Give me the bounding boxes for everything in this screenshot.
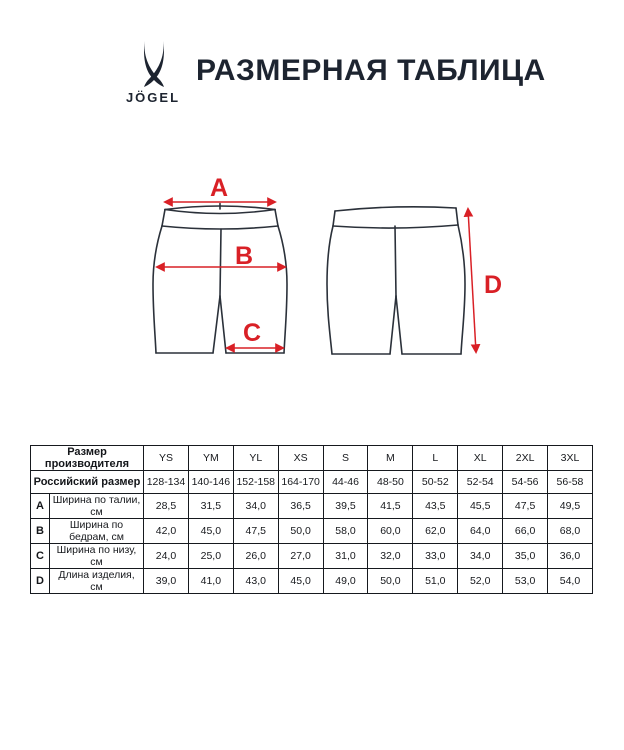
front-waistband-right-side xyxy=(275,210,278,227)
value-cell: 26,0 xyxy=(233,543,278,568)
value-cell: 33,0 xyxy=(413,543,458,568)
size-col-header: 3XL xyxy=(548,446,593,471)
value-cell: 42,0 xyxy=(144,518,189,543)
size-col-header: 2XL xyxy=(503,446,548,471)
size-col-header: M xyxy=(368,446,413,471)
manufacturer-size-row xyxy=(31,446,593,471)
value-cell: 43,5 xyxy=(413,493,458,518)
value-cell: 49,5 xyxy=(548,493,593,518)
front-left-inner-seam xyxy=(213,296,220,353)
row-label: Ширина по низу, см xyxy=(50,543,144,568)
value-cell: 25,0 xyxy=(188,543,233,568)
front-right-outer-seam xyxy=(278,226,287,353)
value-cell: 45,5 xyxy=(458,493,503,518)
row-letter: D xyxy=(31,568,50,593)
size-col-header: YS xyxy=(144,446,189,471)
value-cell: 41,5 xyxy=(368,493,413,518)
value-cell: 45,0 xyxy=(188,518,233,543)
measure-label-a: A xyxy=(209,174,229,202)
value-cell: 45,0 xyxy=(278,568,323,593)
row-letter: A xyxy=(31,493,50,518)
value-cell: 53,0 xyxy=(503,568,548,593)
russian-size-cell: 54-56 xyxy=(503,471,548,494)
value-cell: 36,0 xyxy=(548,543,593,568)
russian-size-cell: 50-52 xyxy=(413,471,458,494)
size-col-header: YL xyxy=(233,446,278,471)
size-col-header: XS xyxy=(278,446,323,471)
russian-size-cell: 128-134 xyxy=(144,471,189,494)
measure-label-d: D xyxy=(483,271,503,299)
front-left-outer-seam xyxy=(153,226,162,353)
back-right-inner-seam xyxy=(396,296,402,354)
value-cell: 54,0 xyxy=(548,568,593,593)
front-waistband-inner-edge xyxy=(165,210,275,214)
back-waistband-right-side xyxy=(456,208,458,225)
russian-size-cell: 164-170 xyxy=(278,471,323,494)
value-cell: 60,0 xyxy=(368,518,413,543)
back-waistband-left-side xyxy=(333,211,335,226)
manufacturer-size-label: Размер производителя xyxy=(31,446,144,471)
value-cell: 47,5 xyxy=(233,518,278,543)
value-cell: 31,5 xyxy=(188,493,233,518)
value-cell: 58,0 xyxy=(323,518,368,543)
back-center-seam xyxy=(395,226,396,296)
russian-size-label: Российский размер xyxy=(31,471,144,494)
value-cell: 51,0 xyxy=(413,568,458,593)
measurement-row-c xyxy=(31,543,593,568)
front-right-inner-seam xyxy=(220,296,226,353)
shorts-front-diagram xyxy=(145,172,295,362)
value-cell: 39,5 xyxy=(323,493,368,518)
row-label: Ширина по бедрам, см xyxy=(50,518,144,543)
value-cell: 64,0 xyxy=(458,518,503,543)
value-cell: 36,5 xyxy=(278,493,323,518)
size-table xyxy=(30,445,593,594)
russian-size-cell: 44-46 xyxy=(323,471,368,494)
value-cell: 32,0 xyxy=(368,543,413,568)
back-left-inner-seam xyxy=(390,296,396,354)
value-cell: 47,5 xyxy=(503,493,548,518)
page-title: РАЗМЕРНАЯ ТАБЛИЦА xyxy=(196,54,546,87)
measure-label-b: B xyxy=(234,242,254,270)
russian-size-cell: 140-146 xyxy=(188,471,233,494)
front-waistband-left-side xyxy=(162,210,165,227)
russian-size-cell: 152-158 xyxy=(233,471,278,494)
value-cell: 31,0 xyxy=(323,543,368,568)
back-waistband-top-edge xyxy=(335,207,456,211)
value-cell: 28,5 xyxy=(144,493,189,518)
value-cell: 62,0 xyxy=(413,518,458,543)
brand-name: JÖGEL xyxy=(125,90,181,105)
value-cell: 66,0 xyxy=(503,518,548,543)
size-col-header: S xyxy=(323,446,368,471)
value-cell: 49,0 xyxy=(323,568,368,593)
measurement-row-d xyxy=(31,568,593,593)
russian-size-cell: 52-54 xyxy=(458,471,503,494)
measure-label-c: C xyxy=(242,319,262,347)
measure-arrow-d xyxy=(468,209,476,352)
size-col-header: YM xyxy=(188,446,233,471)
value-cell: 50,0 xyxy=(368,568,413,593)
value-cell: 24,0 xyxy=(144,543,189,568)
row-letter: C xyxy=(31,543,50,568)
value-cell: 34,0 xyxy=(233,493,278,518)
russian-size-row xyxy=(31,471,593,494)
size-col-header: XL xyxy=(458,446,503,471)
size-col-header: L xyxy=(413,446,458,471)
brand-tulip-icon xyxy=(137,41,171,88)
value-cell: 50,0 xyxy=(278,518,323,543)
back-left-outer-seam xyxy=(327,226,333,354)
value-cell: 39,0 xyxy=(144,568,189,593)
row-label: Ширина по талии, см xyxy=(50,493,144,518)
row-letter: B xyxy=(31,518,50,543)
row-label: Длина изделия, см xyxy=(50,568,144,593)
value-cell: 34,0 xyxy=(458,543,503,568)
russian-size-cell: 48-50 xyxy=(368,471,413,494)
value-cell: 43,0 xyxy=(233,568,278,593)
front-center-seam xyxy=(220,229,221,296)
value-cell: 68,0 xyxy=(548,518,593,543)
shorts-back-diagram xyxy=(325,172,510,362)
front-waistband-bottom-edge xyxy=(162,226,278,229)
value-cell: 41,0 xyxy=(188,568,233,593)
measurement-row-b xyxy=(31,518,593,543)
measurement-row-a xyxy=(31,493,593,518)
value-cell: 35,0 xyxy=(503,543,548,568)
value-cell: 52,0 xyxy=(458,568,503,593)
russian-size-cell: 56-58 xyxy=(548,471,593,494)
back-right-outer-seam xyxy=(458,225,465,354)
value-cell: 27,0 xyxy=(278,543,323,568)
